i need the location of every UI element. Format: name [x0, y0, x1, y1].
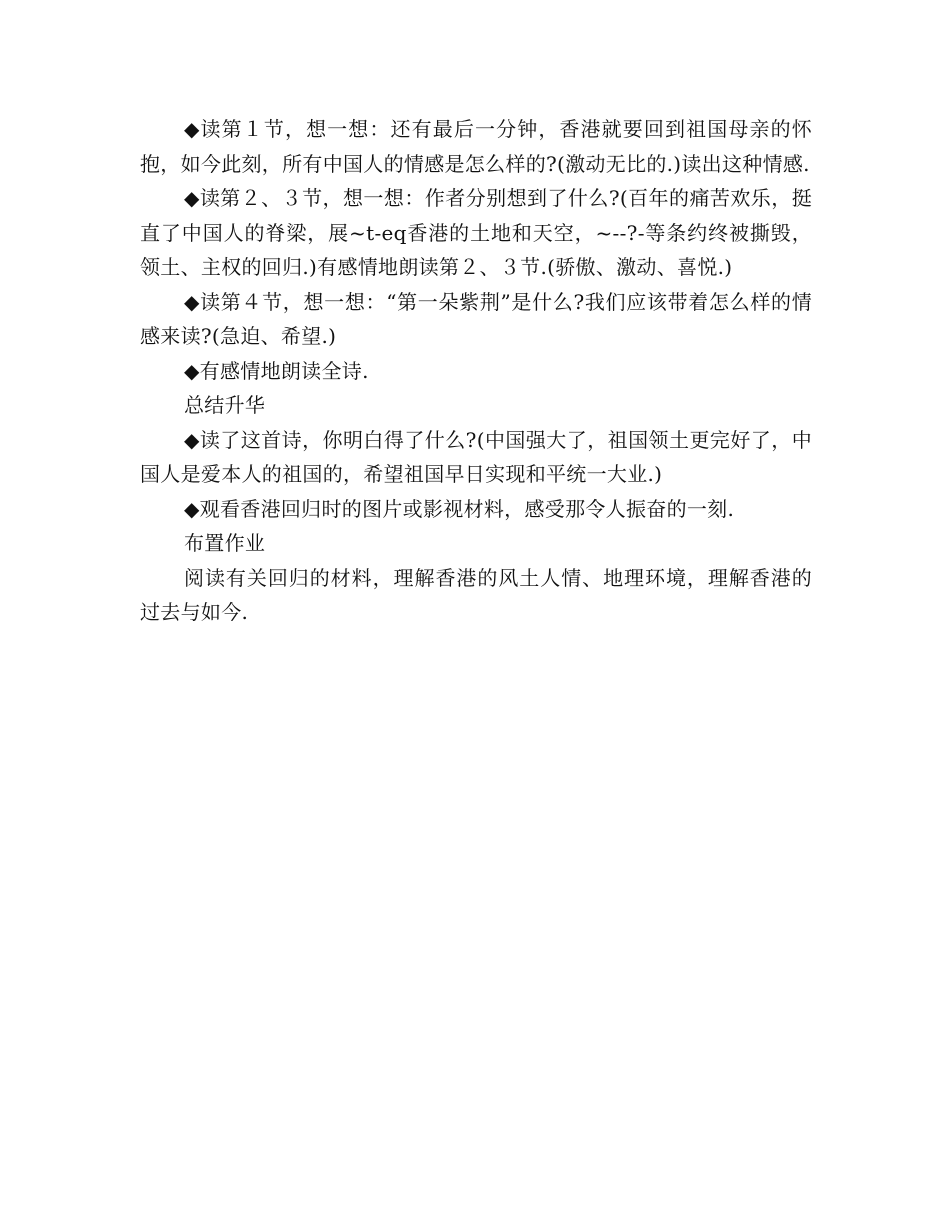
paragraph-read-whole-poem: ◆有感情地朗读全诗.	[184, 358, 369, 383]
paragraph-homework-reading: 阅读有关回归的材料，理解香港的风土人情、地理环境，理解香港的过去与如今.	[140, 565, 812, 624]
heading-summary: 总结升华	[184, 393, 266, 417]
paragraph-read-sections-2-3: ◆读第２、３节，想一想：作者分别想到了什么?(百年的痛苦欢乐，挺直了中国人的脊梁，展~t-eq香港的土地和天空，~--?-等条约终被撕毁，领土、主权的回归.)有感情地朗读第２、３节.(骄傲、激动、喜悦.)	[140, 186, 812, 279]
paragraph-what-learned: ◆读了这首诗，你明白得了什么?(中国强大了，祖国领土更完好了，中国人是爱本人的祖国的，希望祖国早日实现和平统一大业.)	[140, 427, 812, 486]
heading-homework: 布置作业	[184, 531, 266, 555]
paragraph-read-section-4: ◆读第４节，想一想：“第一朵紫荆”是什么?我们应该带着怎么样的情感来读?(急迫、希望.)	[140, 289, 812, 348]
document-body	[140, 112, 812, 630]
paragraph-read-section-1: ◆读第１节，想一想：还有最后一分钟，香港就要回到祖国母亲的怀抱，如今此刻，所有中国人的情感是怎么样的?(激动无比的.)读出这种情感.	[140, 117, 812, 176]
paragraph-watch-materials: ◆观看香港回归时的图片或影视材料，感受那令人振奋的一刻.	[184, 496, 735, 521]
